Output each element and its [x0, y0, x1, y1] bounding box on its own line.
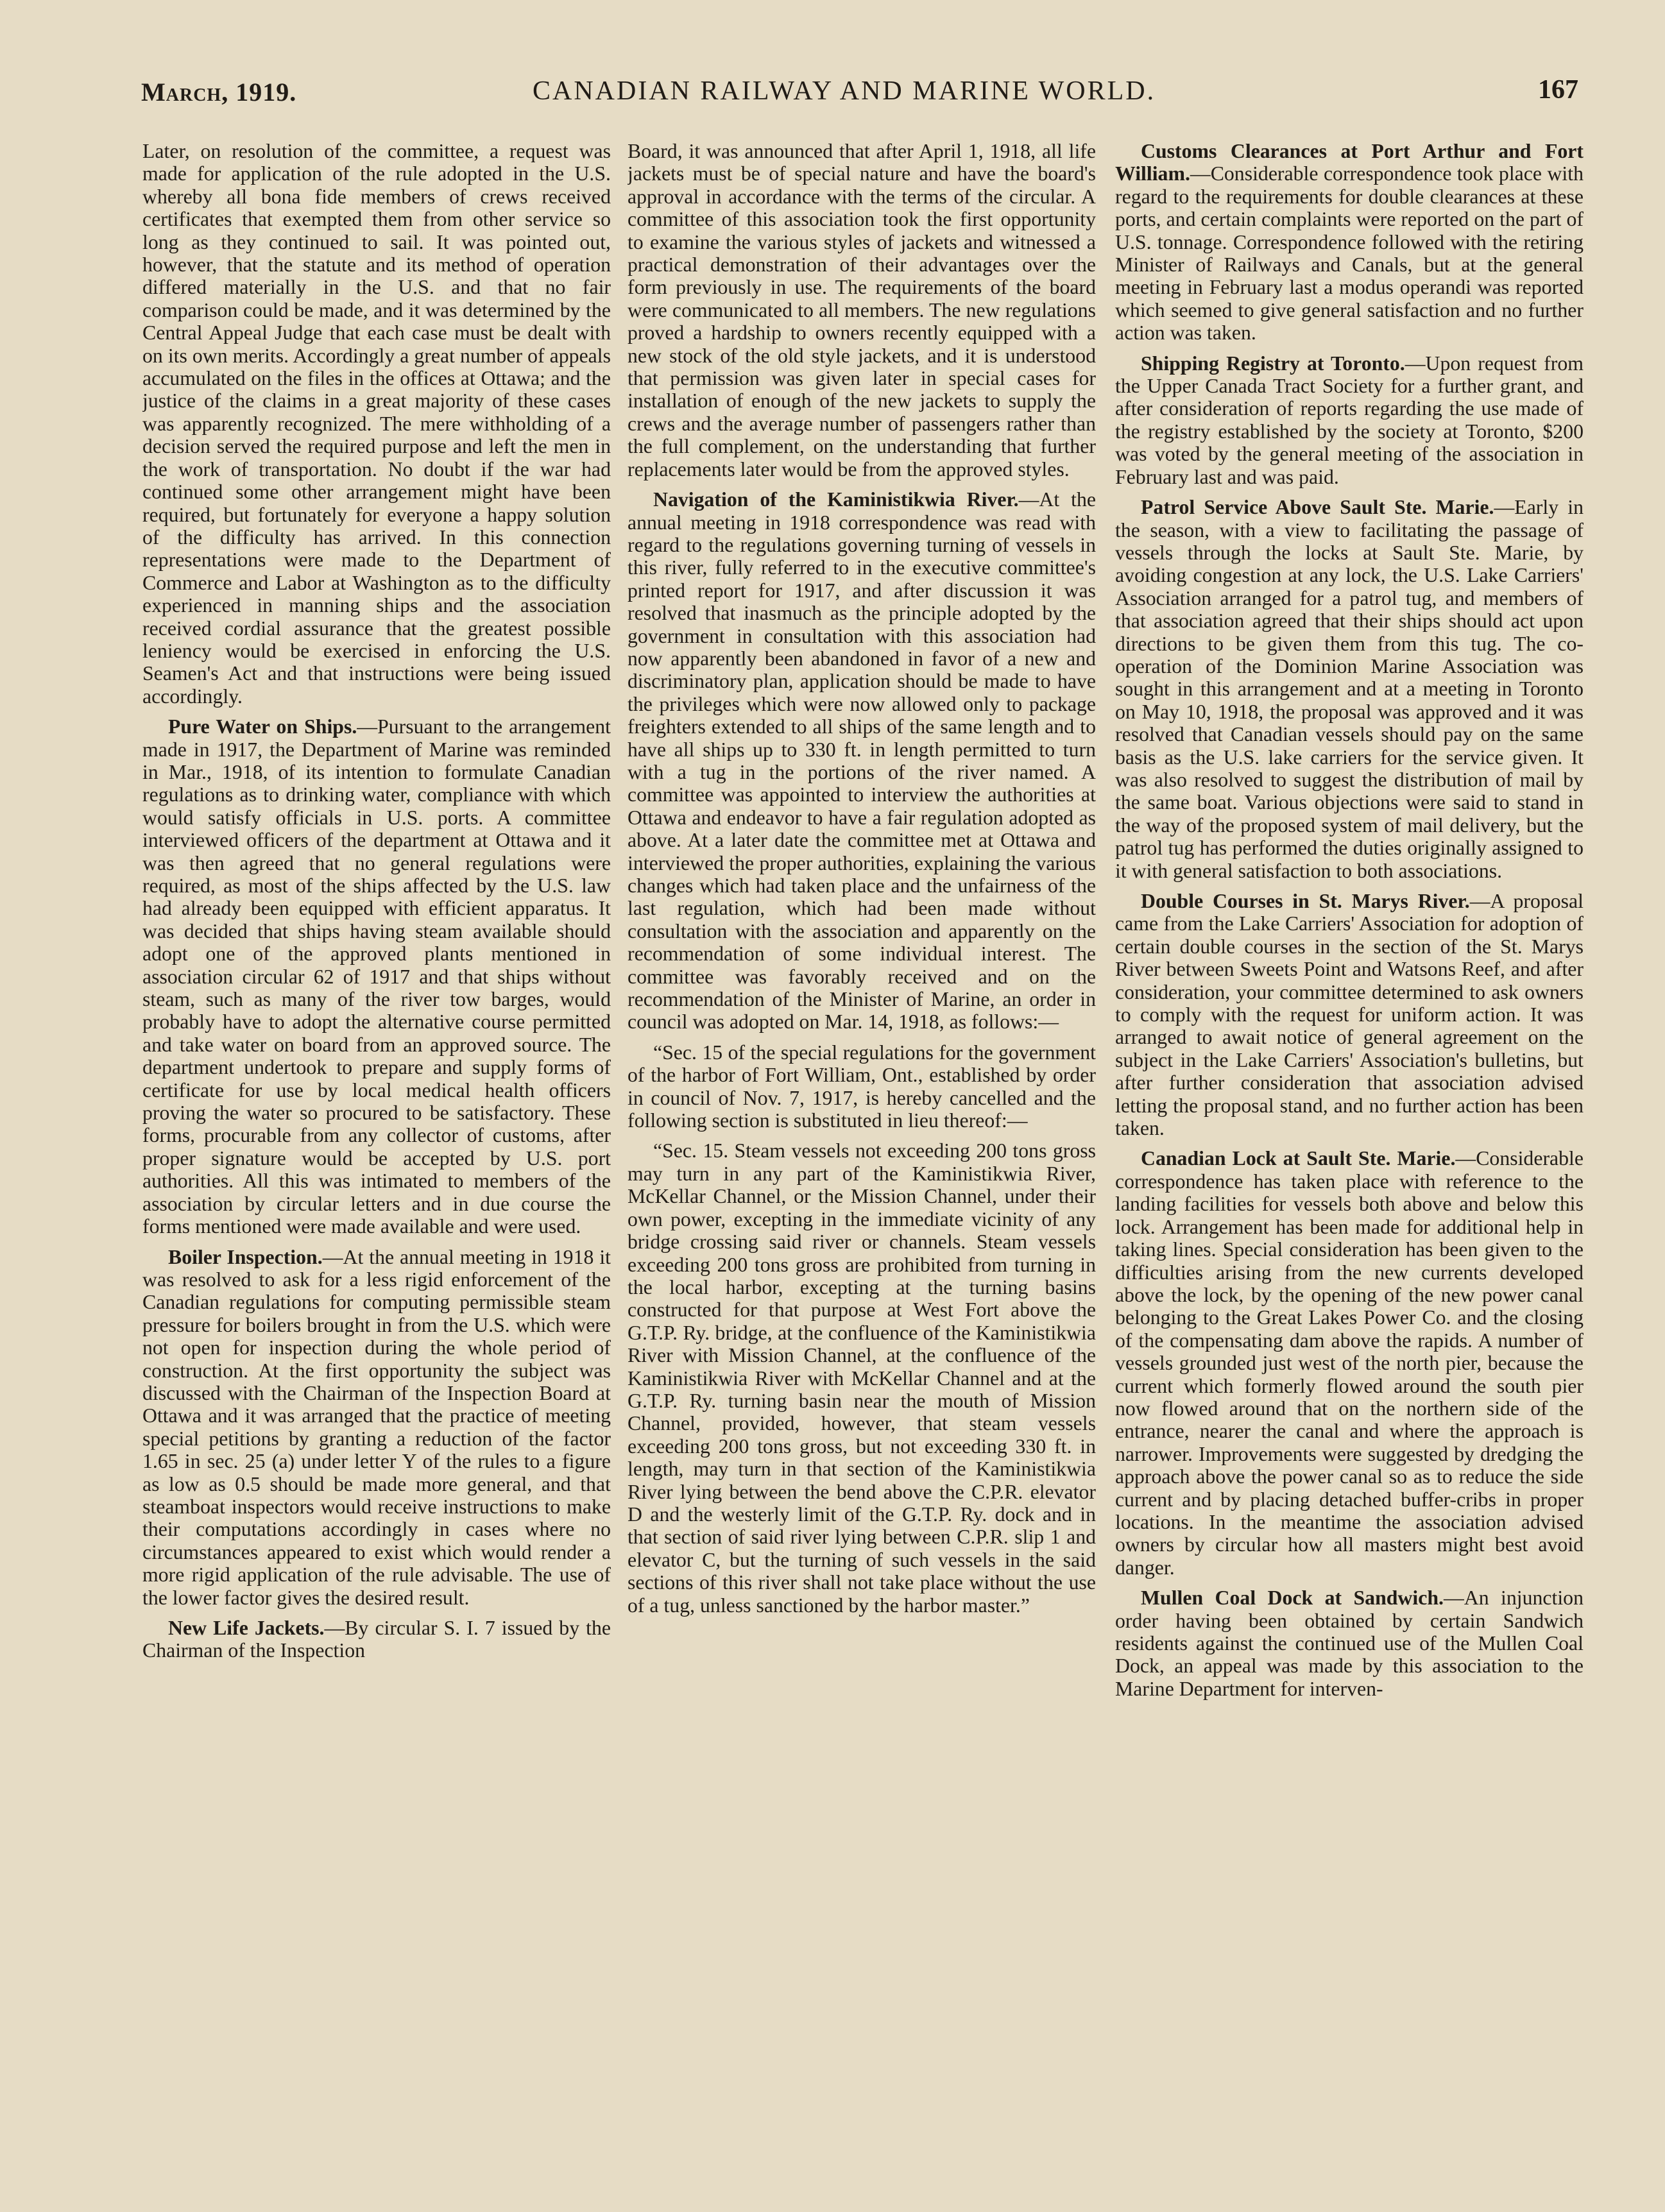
text-column-3 [1115, 140, 1584, 2161]
paragraph-body: —An injunction order having been obtained by certain Sandwich residents against the continued use of the Mullen Coal Dock, an appeal was made by this association to the Marine Department for interven- [1115, 1587, 1584, 1700]
section-heading: New Life Jackets. [168, 1617, 325, 1639]
section-heading: Mullen Coal Dock at Sandwich. [1141, 1587, 1444, 1610]
section-heading: Pure Water on Ships. [168, 715, 357, 738]
paragraph-body: —Upon request from the Upper Canada Tract Society for a further grant, and after consideration of reports regarding the use made of the registry established by the society at Toronto, $200 was voted by the general meeting of the association in February last and was paid. [1115, 352, 1584, 488]
paragraph-body: —A proposal came from the Lake Carriers' Association for adoption of certain double courses in the section of the St. Marys River between Sweets Point and Watsons Reef, and after consideration, your committee determined to ask owners to comply with the request for uniform action. It was arranged to await notice of general agreement on the subject in the Lake Carriers' Association's bulletins, but after further consideration that association advised letting the proposal stand, and no further action has been taken. [1115, 890, 1584, 1140]
running-head [135, 69, 1578, 121]
publication-title: CANADIAN RAILWAY AND MARINE WORLD. [533, 76, 1156, 106]
paragraph-body: —At the annual meeting in 1918 correspondence was read with regard to the regulations governing turning of vessels in this river, fully referred to in the executive committee's printed report for 1917, and after discussion it was resolved that inasmuch as the principle adopted by the government in consultation with this association had now apparently been abandoned in favor of a new and discriminatory plan, application should be made to have the privileges which were now allowed only to package freighters extended to all ships of the same length and to have all ships up to 330 ft. in length permitted to turn with a tug in the portions of the river named. A committee was appointed to interview the authorities at Ottawa and endeavor to have a fair regulation adopted as above. At a later date the committee met at Ottawa and interviewed the proper authorities, explaining the various changes which had taken place and the unfairness of the last regulation, which had been made without consultation with the association and apparently on the recommendation of some individual interest. The committee was favorably received and on the recommendation of the Minister of Marine, an order in council was adopted on Mar. 14, 1918, as follows:— [628, 488, 1096, 1034]
paragraph [142, 1617, 611, 1662]
paragraph [142, 1246, 611, 1610]
paragraph [628, 488, 1096, 1034]
section-heading: Navigation of the Kaministikwia River. [653, 488, 1019, 511]
section-heading: Boiler Inspection. [168, 1245, 323, 1268]
paragraph: Later, on resolution of the committee, a request was made for application of the rule adopted in the U.S. whereby all bona fide members of crews received certificates that exempted them from other service so long as they continued to sail. It was pointed out, however, that the statute and its method of operation differed materially in the U.S. and that no fair comparison could be made, and it was determined by the Central Appeal Judge that each case must be dealt with on its own merits. Accordingly a great number of appeals accumulated on the files in the offices at Ottawa; and the justice of the claims in a great majority of these cases was apparently recognized. The mere withholding of a decision served the required purpose and left the men in the work of transportation. No doubt if the war had continued some other arrangement might have been required, but fortunately for everyone a happy solution of the difficulty has arrived. In this connection representations were made to the Department of Commerce and Labor at Washington as to the difficulty experienced in manning ships and the association received cordial assurance that the greatest possible leniency would be exercised in enforcing the U.S. Seamen's Act and that instructions were being issued accordingly. [142, 140, 611, 708]
section-heading: Canadian Lock at Sault Ste. Marie. [1141, 1147, 1456, 1170]
paragraph [1115, 890, 1584, 1139]
section-heading: Double Courses in St. Marys River. [1141, 890, 1470, 912]
paragraph-body: —Considerable correspondence has taken place with reference to the landing facilities for vessels both above and below this lock. Arrangement has been made for additional help in taking lines. Special consideration has been given to the difficulties arising from the new currents developed above the lock, by the opening of the new power canal belonging to the Great Lakes Power Co. and the closing of the compensating dam above the rapids. A number of vessels grounded just west of the north pier, because the current which formerly flowed around the south pier now flowed around that on the northern side of the entrance, nearer the canal and where the approach is narrower. Improvements were suggested by dredging the approach above the power canal so as to reduce the side current and by placing detached buffer-cribs in proper locations. In the meantime the association advised owners by circular how all masters might best avoid danger. [1115, 1147, 1584, 1579]
paragraph [1115, 140, 1584, 345]
paragraph-body: —By circular S. I. 7 issued by the Chairman of the Inspection [142, 1617, 611, 1662]
issue-date: March, 1919. [141, 78, 297, 106]
text-column-2 [628, 140, 1096, 2161]
paragraph [1115, 352, 1584, 488]
section-heading: Customs Clearances at Port Arthur and Fort William. [1115, 140, 1584, 185]
page-number: 167 [1538, 75, 1578, 105]
paragraph [142, 715, 611, 1238]
section-heading: Patrol Service Above Sault Ste. Marie. [1141, 496, 1494, 519]
section-heading: Shipping Registry at Toronto. [1141, 352, 1405, 375]
quoted-regulation: “Sec. 15. Steam vessels not exceeding 200 tons gross may turn in any part of the Kaministikwia River, McKellar Channel, or the Mission Channel, under their own power, excepting in the immediate vicinity of any bridge crossing said river or channels. Steam vessels exceeding 200 tons gross are prohibited from turning in the local harbor, excepting at the turning basins constructed for that purpose at West Fort above the G.T.P. Ry. bridge, at the confluence of the Kaministikwia River with Mission Channel, at the confluence of the Kaministikwia River with McKellar Channel and at the G.T.P. Ry. turning basin near the mouth of Mission Channel, provided, however, that steam vessels exceeding 200 tons gross, but not exceeding 330 ft. in length, may turn in that section of the Kaministikwia River lying between the bend above the C.P.R. elevator D and the westerly limit of the G.T.P. Ry. dock and in that section of said river lying between C.P.R. slip 1 and elevator C, but the turning of such vessels in the said sections of this river shall not take place without the use of a tug, unless sanctioned by the harbor master.” [628, 1139, 1096, 1617]
quoted-regulation: “Sec. 15 of the special regulations for the government of the harbor of Fort William, Ont., established by order in council of Nov. 7, 1917, is hereby cancelled and the following section is substituted in lieu thereof:— [628, 1041, 1096, 1132]
text-column-1 [142, 140, 611, 2161]
paragraph-body: —At the annual meeting in 1918 it was resolved to ask for a less rigid enforcement of the Canadian regulations for computing permissible steam pressure for boilers brought in from the U.S. which were not open for inspection during the whole period of construction. At the first opportunity the subject was discussed with the Chairman of the Inspection Board at Ottawa and it was arranged that the practice of meeting special petitions by granting a reduction of the factor 1.65 in sec. 25 (a) under letter Y of the rules to a figure as low as 0.5 should be made more general, and that steamboat inspectors would receive instructions to make their computations accordingly in cases where no circumstances appeared to exist which would render a more rigid application of the rule advisable. The use of the lower factor gives the desired result. [142, 1245, 611, 1609]
paragraph-body: —Considerable correspondence took place with regard to the requirements for double clearances at these ports, and certain complaints were reported on the part of U.S. tonnage. Correspondence followed with the retiring Minister of Railways and Canals, but at the general meeting in February last a modus operandi was reported which seemed to give general satisfaction and no further action was taken. [1115, 162, 1584, 345]
paragraph-body: —Pursuant to the arrangement made in 1917, the Department of Marine was reminded in Mar., 1918, of its intention to formulate Canadian regulations as to drinking water, compliance with which would satisfy officials in U.S. ports. A committee interviewed officers of the department at Ottawa and it was then agreed that no general regulations were required, as most of the ships affected by the U.S. law had already been equipped with efficient apparatus. It was decided that ships having steam available should adopt one of the approved plants mentioned in association circular 62 of 1917 and that ships without steam, such as many of the river tow barges, would probably have to adopt the alternative course permitted and take water on board from an approved source. The department undertook to prepare and supply forms of certificate for use by local medical health officers proving the water so procured to be satisfactory. These forms, procurable from any collector of customs, after proper signature would be accepted by U.S. port authorities. All this was intimated to members of the association by circular letters and in due course the forms mentioned were made available and were used. [142, 715, 611, 1238]
paragraph-body: —Early in the season, with a view to facilitating the passage of vessels through the locks at Sault Ste. Marie, by avoiding congestion at any lock, the U.S. Lake Carriers' Association arranged for a patrol tug, and members of that association agreed that their ships should act upon directions to be given them from this tug. The co-operation of the Dominion Marine Association was sought in this arrangement and at a meeting in Toronto on May 10, 1918, the proposal was approved and it was resolved that Canadian vessels should pay on the same basis as the U.S. lake carriers for the service given. It was also resolved to suggest the distribution of mail by the same boat. Various objections were said to stand in the way of the proposed system of mail delivery, but the patrol tug has performed the duties originally assigned to it with general satisfaction to both associations. [1115, 496, 1584, 882]
paragraph [1115, 1147, 1584, 1579]
paragraph [1115, 496, 1584, 882]
paragraph: Board, it was announced that after April 1, 1918, all life jackets must be of special nature and have the board's approval in accordance with the terms of the circular. A committee of this association took the first opportunity to examine the various styles of jackets and witnessed a practical demonstration of their advantages over the form previously in use. The requirements of the board were communicated to all members. The new regulations proved a hardship to owners recently equipped with a new stock of the old style jackets, and it is understood that permission was given later in special cases for installation of enough of the new jackets to supply the crews and the average number of passengers rather than the full complement, on the understanding that further replacements later would be from the approved styles. [628, 140, 1096, 481]
paragraph [1115, 1587, 1584, 1700]
